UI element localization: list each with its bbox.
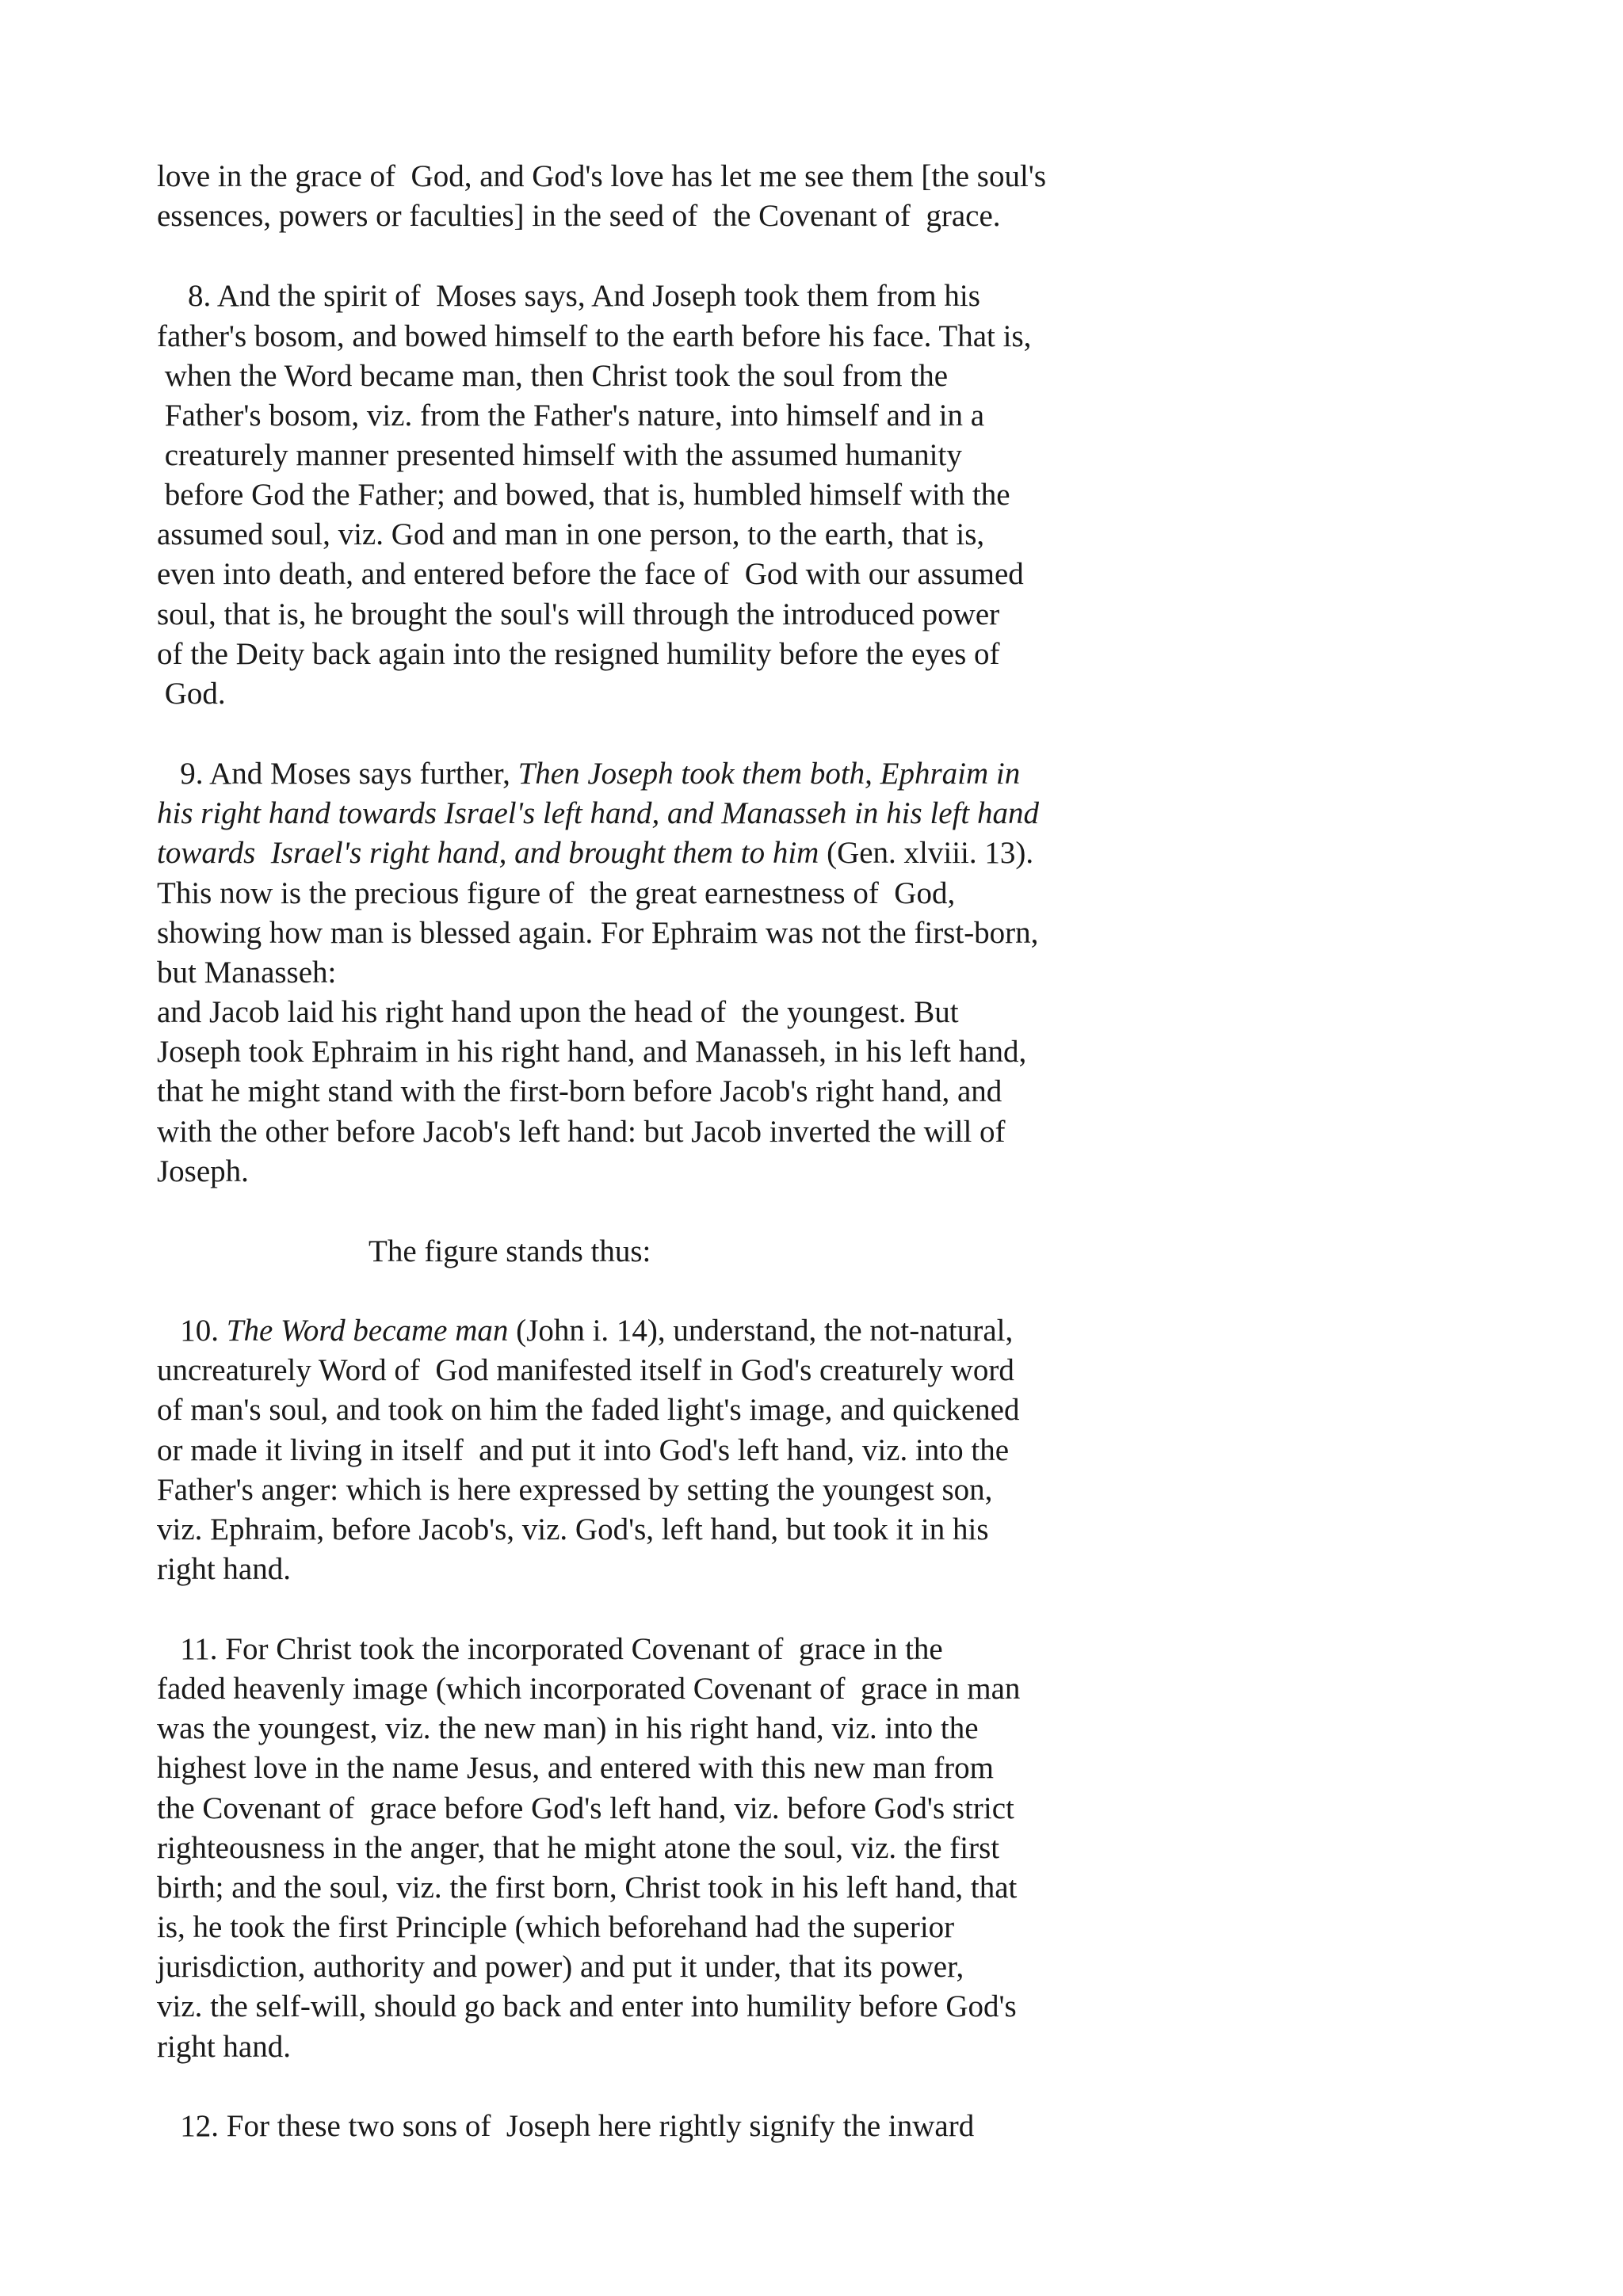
text-line: [157, 1311, 1013, 1351]
text-segment: right hand.: [157, 2030, 291, 2064]
text-line: [157, 1072, 1002, 1112]
text-line: [157, 1669, 1020, 1709]
text-line: [157, 515, 984, 555]
text-line: [369, 1232, 651, 1272]
text-line: [157, 1510, 989, 1550]
text-line: [157, 1112, 1006, 1152]
text-segment: viz. Ephraim, before Jacob's, viz. God's, left hand, but took it in his: [157, 1512, 989, 1547]
text-segment: Joseph.: [157, 1154, 249, 1188]
text-segment: Father's anger: which is here expressed by setting the youngest son,: [157, 1473, 993, 1507]
text-line: [157, 1032, 1026, 1072]
text-line: [157, 674, 226, 714]
text-line: [157, 1908, 954, 1947]
italic-text-segment: towards Israel's right hand, and brought them to him: [157, 836, 819, 870]
text-segment: was the youngest, viz. the new man) in his right hand, viz. into the: [157, 1711, 979, 1745]
text-line: [157, 2107, 974, 2146]
text-segment: 8. And the spirit of Moses says, And Joseph took them from his: [157, 279, 980, 313]
text-line: [157, 277, 980, 316]
text-segment: of the Deity back again into the resigned humility before the eyes of: [157, 637, 1000, 671]
text-segment: before God the Father; and bowed, that is, humbled himself with the: [157, 478, 1010, 512]
text-line: [157, 157, 1046, 196]
text-segment: Father's bosom, viz. from the Father's nature, into himself and in a: [157, 399, 985, 433]
text-segment: (Gen. xlviii. 13).: [819, 836, 1034, 870]
text-line: [157, 754, 1020, 794]
text-line: [157, 1789, 1014, 1829]
text-line: [157, 993, 959, 1032]
text-segment: assumed soul, viz. God and man in one person, to the earth, that is,: [157, 517, 985, 551]
text-segment: creaturely manner presented himself with the assumed humanity: [157, 438, 962, 472]
text-line: [157, 555, 1024, 594]
text-segment: or made it living in itself and put it into God's left hand, viz. into the: [157, 1433, 1010, 1467]
text-line: [157, 475, 1010, 515]
text-line: [157, 396, 984, 436]
text-segment: soul, that is, he brought the soul's will through the introduced power: [157, 597, 1000, 631]
text-line: [157, 1630, 943, 1669]
text-line: [157, 196, 1001, 236]
text-line: [157, 1829, 999, 1868]
text-segment: righteousness in the anger, that he might atone the soul, viz. the first: [157, 1831, 1000, 1865]
text-line: [157, 1987, 1017, 2027]
text-line: [157, 1431, 1009, 1470]
text-line: [157, 1947, 964, 1987]
text-segment: is, he took the first Principle (which beforehand had the superior: [157, 1910, 955, 1944]
text-segment: father's bosom, and bowed himself to the earth before his face. That is,: [157, 319, 1032, 353]
text-segment: 9. And Moses says further,: [157, 757, 518, 791]
text-line: [157, 794, 1039, 833]
text-line: [157, 317, 1031, 357]
text-segment: Joseph took Ephraim in his right hand, and Manasseh, in his left hand,: [157, 1035, 1027, 1069]
text-line: [157, 953, 336, 993]
text-line: [157, 357, 948, 396]
text-line: [157, 2027, 291, 2067]
text-segment: when the Word became man, then Christ took the soul from the: [157, 359, 949, 393]
text-segment: the Covenant of grace before God's left hand, viz. before God's strict: [157, 1791, 1014, 1825]
text-line: [157, 436, 962, 475]
text-line: [157, 635, 1000, 674]
text-segment: but Manasseh:: [157, 955, 337, 990]
italic-text-segment: The Word became man: [226, 1314, 509, 1348]
text-segment: showing how man is blessed again. For Ephraim was not the first-born,: [157, 916, 1039, 950]
text-segment: faded heavenly image (which incorporated Covenant of grace in man: [157, 1672, 1021, 1706]
text-line: [157, 1470, 992, 1510]
text-line: [157, 913, 1038, 953]
text-segment: uncreaturely Word of God manifested itself in God's creaturely word: [157, 1353, 1014, 1387]
text-segment: and Jacob laid his right hand upon the head of the youngest. But: [157, 995, 959, 1029]
text-line: [157, 1868, 1017, 1908]
italic-text-segment: his right hand towards Israel's left hand, and Manasseh in his left hand: [157, 796, 1040, 830]
italic-text-segment: Then Joseph took them both, Ephraim in: [517, 757, 1021, 791]
text-segment: that he might stand with the first-born before Jacob's right hand, and: [157, 1074, 1002, 1108]
text-segment: jurisdiction, authority and power) and put it under, that its power,: [157, 1950, 964, 1984]
text-line: [157, 833, 1033, 873]
text-segment: The figure stands thus:: [369, 1234, 651, 1268]
text-segment: God.: [157, 677, 226, 711]
text-line: [157, 1351, 1014, 1390]
text-line: [157, 1550, 291, 1589]
text-segment: birth; and the soul, viz. the first born, Christ took in his left hand, that: [157, 1871, 1018, 1905]
text-segment: This now is the precious figure of the great earnestness of God,: [157, 876, 956, 910]
text-segment: with the other before Jacob's left hand: but Jacob inverted the will of: [157, 1115, 1006, 1149]
text-segment: essences, powers or faculties] in the seed of the Covenant of grace.: [157, 199, 1001, 233]
text-segment: 10.: [157, 1314, 227, 1348]
text-segment: viz. the self-will, should go back and enter into humility before God's: [157, 1989, 1017, 2023]
text-line: [157, 1152, 249, 1192]
text-segment: highest love in the name Jesus, and entered with this new man from: [157, 1751, 995, 1785]
text-line: [157, 874, 955, 913]
text-line: [157, 1390, 1020, 1430]
text-segment: right hand.: [157, 1552, 291, 1586]
text-segment: love in the grace of God, and God's love has let me see them [the soul's: [157, 159, 1047, 193]
text-line: [157, 595, 999, 635]
text-segment: even into death, and entered before the face of God with our assumed: [157, 557, 1024, 591]
text-segment: 12. For these two sons of Joseph here rightly signify the inward: [157, 2109, 975, 2143]
text-line: [157, 1709, 979, 1749]
text-line: [157, 1749, 994, 1788]
text-segment: of man's soul, and took on him the faded light's image, and quickened: [157, 1393, 1020, 1427]
text-segment: 11. For Christ took the incorporated Covenant of grace in the: [157, 1632, 943, 1666]
text-segment: (John i. 14), understand, the not-natural,: [508, 1314, 1014, 1348]
